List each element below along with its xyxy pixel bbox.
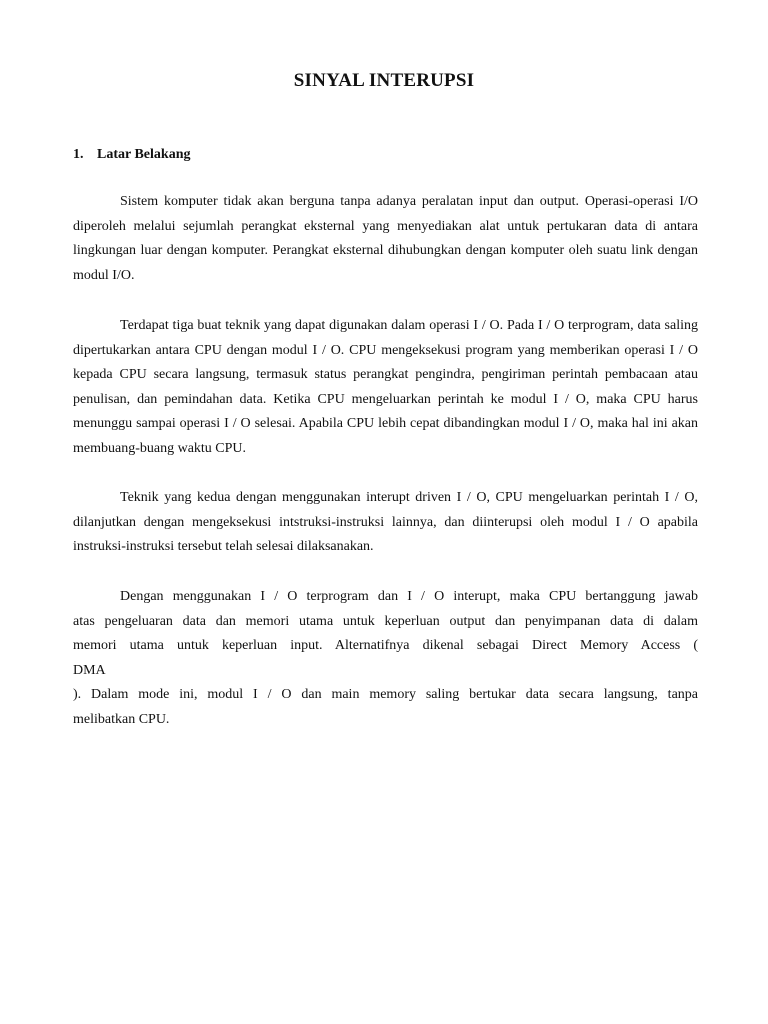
paragraph-2: Terdapat tiga buat teknik yang dapat digunakan dalam operasi I / O. Pada I / O terprogram, data saling dipertukarkan antara CPU dengan modul I / O. CPU mengeksekusi program yang memberikan operasi I / O kepada CPU secara langsung, termasuk status perangkat pengindra, pengiriman perintah pembacaan atau penulisan, dan pemindahan data. Ketika CPU mengeluarkan perintah ke modul I / O, maka CPU harus menunggu sampai operasi I / O selesai. Apabila CPU lebih cepat dibandingkan modul I / O, maka hal ini akan membuang-buang waktu CPU. xyxy=(73,318,698,456)
section-number: 1. xyxy=(73,147,84,162)
paragraph-4-line-2: atas pengeluaran data dan memori utama untuk keperluan output dan penyimpanan data di dalam xyxy=(73,613,698,629)
document-title: SINYAL INTERUPSI xyxy=(293,70,475,91)
paragraph-4 xyxy=(73,585,698,732)
paragraph-4-line-4: DMA xyxy=(73,662,106,678)
paragraph-4-line-3: memori utama untuk keperluan input. Alternatifnya dikenal sebagai Direct Memory Access ( xyxy=(73,638,698,653)
paragraph-4-line-1: Dengan menggunakan I / O terprogram dan I / O interupt, maka CPU bertanggung jawab xyxy=(120,589,698,604)
section-heading-text: Latar Belakang xyxy=(97,147,191,162)
paragraph-4-line-5: ). Dalam mode ini, modul I / O dan main memory saling bertukar data secara langsung, tanpa xyxy=(73,687,698,702)
paragraph-3: Teknik yang kedua dengan menggunakan interupt driven I / O, CPU mengeluarkan perintah I / O, dilanjutkan dengan mengeksekusi intstruksi-instruksi lainnya, dan diinterupsi oleh modul I / O apabila instruksi-instruksi tersebut telah selesai dilaksanakan. xyxy=(73,490,698,554)
paragraph-4-line-6: melibatkan CPU. xyxy=(73,711,170,727)
paragraph-1: Sistem komputer tidak akan berguna tanpa adanya peralatan input dan output. Operasi-operasi I/O diperoleh melalui sejumlah perangkat eksternal yang menyediakan alat untuk pertukaran data di antara lingkungan luar dengan komputer. Perangkat eksternal dihubungkan dengan komputer oleh suatu link dengan modul I/O. xyxy=(73,194,698,283)
section-heading xyxy=(73,147,190,163)
